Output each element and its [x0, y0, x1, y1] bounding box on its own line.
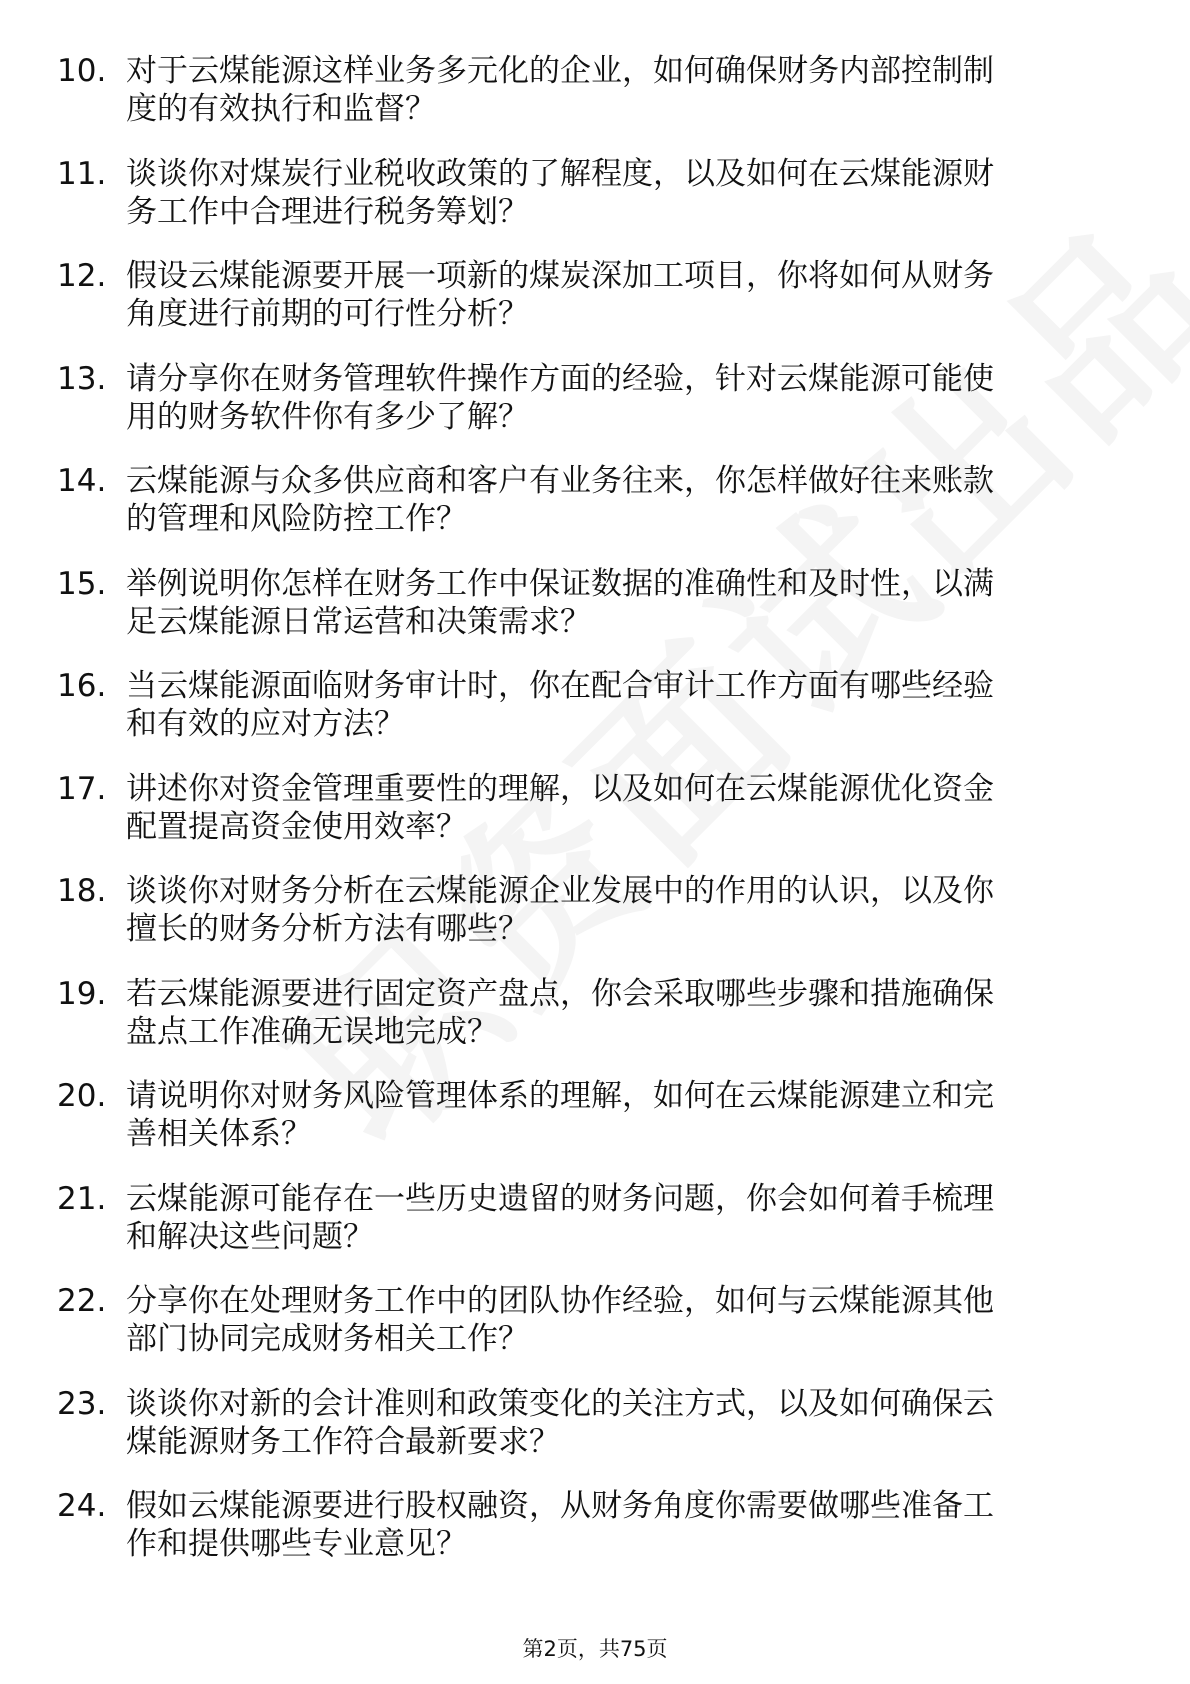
question-number: 19. — [57, 975, 107, 1012]
question-text: 云煤能源与众多供应商和客户有业务往来，你怎样做好往来账款 的管理和风险防控工作？ — [126, 463, 994, 537]
question-number: 21. — [57, 1180, 107, 1217]
question-text: 举例说明你怎样在财务工作中保证数据的准确性和及时性，以满 足云煤能源日常运营和决策需求？ — [126, 565, 994, 640]
question-number: 18. — [57, 873, 107, 909]
question-number: 16. — [57, 668, 107, 704]
question-text: 若云煤能源要进行固定资产盘点，你会采取哪些步骤和措施确保 盘点工作准确无误地完成？ — [126, 975, 994, 1050]
question-text: 假如云煤能源要进行股权融资，从财务角度你需要做哪些准备工 作和提供哪些专业意见？ — [126, 1488, 994, 1562]
question-item — [0, 1385, 1190, 1488]
question-number: 20. — [57, 1078, 107, 1114]
question-text: 假设云煤能源要开展一项新的煤炭深加工项目，你将如何从财务 角度进行前期的可行性分析？ — [126, 258, 994, 332]
question-item — [0, 257, 1190, 360]
question-item — [0, 872, 1190, 975]
question-item — [0, 155, 1190, 258]
question-list — [0, 52, 1190, 1590]
question-number: 14. — [57, 463, 107, 499]
question-number: 10. — [57, 53, 107, 89]
question-text: 当云煤能源面临财务审计时，你在配合审计工作方面有哪些经验 和有效的应对方法？ — [126, 668, 994, 742]
question-item — [0, 975, 1190, 1078]
question-text: 谈谈你对财务分析在云煤能源企业发展中的作用的认识，以及你 擅长的财务分析方法有哪些？ — [126, 873, 994, 947]
question-number: 12. — [57, 258, 107, 294]
question-text: 对于云煤能源这样业务多元化的企业，如何确保财务内部控制制 度的有效执行和监督？ — [126, 53, 994, 127]
question-text: 谈谈你对新的会计准则和政策变化的关注方式，以及如何确保云 煤能源财务工作符合最新要求？ — [126, 1385, 994, 1460]
question-number: 17. — [57, 770, 107, 807]
question-number: 15. — [57, 565, 107, 602]
question-item — [0, 667, 1190, 770]
question-item — [0, 360, 1190, 463]
question-number: 24. — [57, 1488, 107, 1524]
question-text: 分享你在处理财务工作中的团队协作经验，如何与云煤能源其他 部门协同完成财务相关工作？ — [126, 1283, 994, 1357]
question-item — [0, 1282, 1190, 1385]
question-text: 云煤能源可能存在一些历史遗留的财务问题，你会如何着手梳理 和解决这些问题？ — [126, 1180, 994, 1255]
question-item — [0, 462, 1190, 565]
question-text: 谈谈你对煤炭行业税收政策的了解程度，以及如何在云煤能源财 务工作中合理进行税务筹划？ — [126, 155, 994, 230]
question-item — [0, 1487, 1190, 1590]
question-item — [0, 770, 1190, 873]
page-number-label: 第2页，共75页 — [522, 1637, 668, 1661]
question-text: 讲述你对资金管理重要性的理解，以及如何在云煤能源优化资金 配置提高资金使用效率？ — [126, 770, 994, 845]
question-number: 22. — [57, 1283, 107, 1319]
question-item — [0, 1180, 1190, 1283]
question-number: 13. — [57, 360, 107, 397]
question-number: 11. — [57, 155, 107, 192]
question-text: 请分享你在财务管理软件操作方面的经验，针对云煤能源可能使 用的财务软件你有多少了解？ — [126, 360, 994, 435]
page-footer — [0, 1636, 1190, 1662]
question-text: 请说明你对财务风险管理体系的理解，如何在云煤能源建立和完 善相关体系？ — [126, 1078, 994, 1152]
question-item — [0, 52, 1190, 155]
question-item — [0, 1077, 1190, 1180]
question-number: 23. — [57, 1385, 107, 1422]
question-item — [0, 565, 1190, 668]
